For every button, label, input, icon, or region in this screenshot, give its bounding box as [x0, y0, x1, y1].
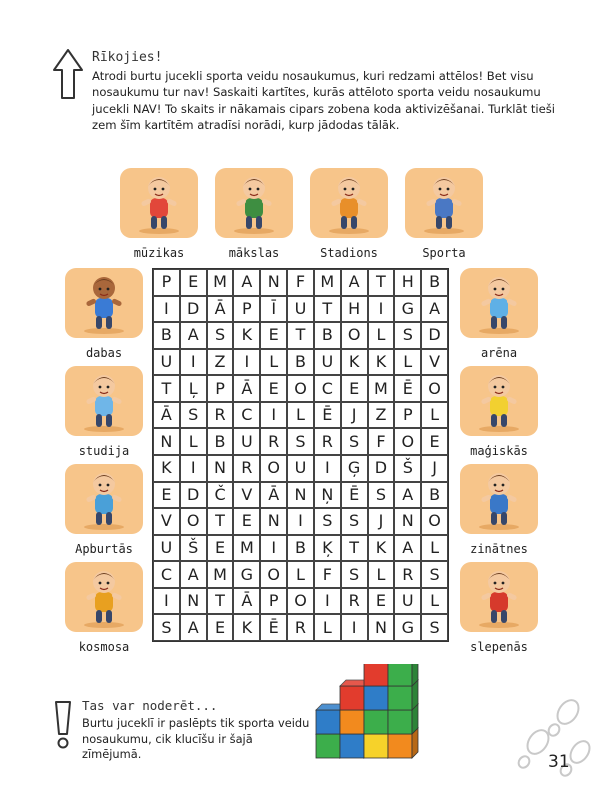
grid-cell: J — [341, 402, 368, 429]
grid-cell: U — [287, 296, 314, 323]
card-snowboarder — [215, 168, 293, 238]
grid-cell: E — [207, 535, 234, 562]
grid-cell: F — [368, 428, 395, 455]
grid-cell: D — [180, 482, 207, 509]
grid-cell: Ā — [233, 375, 260, 402]
grid-cell: R — [394, 561, 421, 588]
grid-cell: A — [394, 535, 421, 562]
grid-cell: E — [368, 588, 395, 615]
grid-cell: P — [153, 269, 180, 296]
card-tennis-player — [65, 562, 143, 632]
grid-cell: N — [180, 588, 207, 615]
card-skier — [120, 168, 198, 238]
tip-title: Tas var noderēt... — [82, 698, 218, 713]
card-label: maģiskās — [470, 444, 528, 458]
grid-cell: E — [233, 508, 260, 535]
grid-cell: N — [368, 614, 395, 641]
grid-cell: Š — [180, 535, 207, 562]
curling-player-icon — [310, 168, 388, 238]
grid-cell: E — [153, 482, 180, 509]
grid-cell: I — [233, 349, 260, 376]
grid-cell: L — [421, 535, 448, 562]
grid-cell: K — [153, 455, 180, 482]
grid-cell: B — [287, 535, 314, 562]
grid-cell: K — [233, 322, 260, 349]
grid-cell: S — [341, 508, 368, 535]
arrow-up-icon — [52, 48, 84, 100]
grid-cell: S — [341, 428, 368, 455]
grid-cell: I — [368, 296, 395, 323]
card-football-player — [460, 464, 538, 534]
grid-cell: R — [314, 428, 341, 455]
grid-cell: Š — [394, 455, 421, 482]
grid-cell: P — [233, 296, 260, 323]
grid-cell: K — [368, 349, 395, 376]
card-label: kosmosa — [78, 640, 130, 654]
card-label: mūzikas — [133, 246, 185, 260]
grid-cell: N — [260, 508, 287, 535]
grid-cell: N — [394, 508, 421, 535]
grid-cell: V — [421, 349, 448, 376]
card-rugby-player — [460, 366, 538, 436]
grid-cell: P — [394, 402, 421, 429]
grid-cell: A — [394, 482, 421, 509]
card-label: studija — [78, 444, 130, 458]
grid-cell: U — [314, 349, 341, 376]
grid-cell: U — [394, 588, 421, 615]
grid-cell: H — [394, 269, 421, 296]
field-hockey-player-icon — [65, 366, 143, 436]
grid-cell: U — [233, 428, 260, 455]
grid-cell: A — [233, 269, 260, 296]
grid-cell: D — [368, 455, 395, 482]
grid-cell: D — [421, 322, 448, 349]
grid-cell: I — [314, 588, 341, 615]
ice-hockey-player-icon — [460, 562, 538, 632]
grid-cell: R — [260, 428, 287, 455]
cube — [388, 664, 418, 686]
grid-cell: M — [233, 535, 260, 562]
grid-cell: A — [180, 322, 207, 349]
grid-cell: I — [180, 349, 207, 376]
grid-cell: Ā — [207, 296, 234, 323]
card-field-hockey-player — [65, 366, 143, 436]
grid-cell: C — [153, 561, 180, 588]
grid-cell: Č — [207, 482, 234, 509]
grid-cell: Z — [207, 349, 234, 376]
grid-cell: L — [421, 402, 448, 429]
grid-cell: A — [421, 296, 448, 323]
grid-cell: B — [287, 349, 314, 376]
grid-cell: S — [207, 322, 234, 349]
grid-cell: S — [394, 322, 421, 349]
grid-cell: I — [260, 535, 287, 562]
stacked-cubes-icon — [312, 664, 420, 764]
grid-cell: J — [368, 508, 395, 535]
grid-cell: L — [180, 428, 207, 455]
grid-cell: S — [180, 402, 207, 429]
grid-cell: L — [394, 349, 421, 376]
grid-cell: O — [260, 561, 287, 588]
grid-cell: A — [180, 561, 207, 588]
grid-cell: E — [421, 428, 448, 455]
grid-cell: O — [287, 588, 314, 615]
grid-cell: B — [314, 322, 341, 349]
card-curling-player — [310, 168, 388, 238]
grid-cell: R — [341, 588, 368, 615]
grid-cell: I — [153, 296, 180, 323]
grid-cell: O — [260, 455, 287, 482]
grid-cell: F — [314, 561, 341, 588]
card-label: dabas — [85, 346, 123, 360]
figure-skater-icon — [460, 268, 538, 338]
grid-cell: K — [233, 614, 260, 641]
grid-cell: I — [314, 455, 341, 482]
grid-cell: Ā — [233, 588, 260, 615]
grid-cell: P — [207, 375, 234, 402]
grid-cell: L — [287, 402, 314, 429]
grid-cell: K — [368, 535, 395, 562]
grid-cell: S — [314, 508, 341, 535]
golfer-icon — [65, 464, 143, 534]
card-label: arēna — [480, 346, 518, 360]
card-figure-skater — [460, 268, 538, 338]
grid-cell: S — [287, 428, 314, 455]
grid-cell: V — [153, 508, 180, 535]
card-label: slepenās — [470, 640, 528, 654]
grid-cell: Ē — [260, 614, 287, 641]
grid-cell: K — [341, 349, 368, 376]
grid-cell: L — [368, 561, 395, 588]
card-volleyball-player — [405, 168, 483, 238]
grid-cell: M — [368, 375, 395, 402]
task-title: Rīkojies! — [92, 50, 163, 65]
volleyball-player-icon — [405, 168, 483, 238]
grid-cell: E — [341, 375, 368, 402]
grid-cell: I — [180, 455, 207, 482]
grid-cell: Ā — [153, 402, 180, 429]
card-basketball-player — [65, 268, 143, 338]
grid-cell: N — [153, 428, 180, 455]
grid-cell: E — [207, 614, 234, 641]
grid-cell: T — [207, 508, 234, 535]
grid-cell: I — [153, 588, 180, 615]
grid-cell: S — [341, 561, 368, 588]
grid-cell: Ļ — [180, 375, 207, 402]
grid-cell: I — [260, 402, 287, 429]
grid-cell: Ķ — [314, 535, 341, 562]
grid-cell: N — [260, 269, 287, 296]
grid-cell: J — [421, 455, 448, 482]
card-golfer — [65, 464, 143, 534]
grid-cell: T — [368, 269, 395, 296]
grid-cell: L — [260, 349, 287, 376]
grid-cell: G — [394, 296, 421, 323]
grid-cell: S — [421, 561, 448, 588]
grid-cell: L — [368, 322, 395, 349]
grid-cell: T — [314, 296, 341, 323]
grid-cell: B — [153, 322, 180, 349]
grid-cell: I — [287, 508, 314, 535]
grid-cell: R — [233, 455, 260, 482]
grid-cell: A — [341, 269, 368, 296]
grid-cell: Ņ — [314, 482, 341, 509]
card-label: Stadions — [320, 246, 378, 260]
grid-cell: G — [233, 561, 260, 588]
grid-cell: C — [314, 375, 341, 402]
grid-cell: V — [233, 482, 260, 509]
grid-cell: U — [153, 535, 180, 562]
exclamation-icon — [52, 700, 74, 750]
grid-cell: P — [260, 588, 287, 615]
grid-cell: E — [180, 269, 207, 296]
grid-cell: S — [153, 614, 180, 641]
grid-cell: N — [207, 455, 234, 482]
footprints-icon — [506, 690, 596, 795]
skier-icon — [120, 168, 198, 238]
grid-cell: Ē — [341, 482, 368, 509]
grid-cell: B — [421, 482, 448, 509]
word-search-grid — [152, 268, 449, 642]
grid-cell: R — [287, 614, 314, 641]
grid-cell: M — [207, 269, 234, 296]
grid-cell: O — [421, 508, 448, 535]
card-ice-hockey-player — [460, 562, 538, 632]
grid-cell: T — [341, 535, 368, 562]
grid-cell: S — [368, 482, 395, 509]
grid-cell: Ī — [260, 296, 287, 323]
grid-cell: Ē — [394, 375, 421, 402]
grid-cell: O — [394, 428, 421, 455]
grid-cell: E — [260, 322, 287, 349]
grid-cell: U — [287, 455, 314, 482]
grid-cell: A — [180, 614, 207, 641]
grid-cell: I — [341, 614, 368, 641]
rugby-player-icon — [460, 366, 538, 436]
grid-cell: T — [287, 322, 314, 349]
grid-cell: L — [287, 561, 314, 588]
grid-cell: T — [153, 375, 180, 402]
grid-cell: D — [180, 296, 207, 323]
grid-cell: R — [207, 402, 234, 429]
grid-cell: B — [207, 428, 234, 455]
grid-cell: T — [207, 588, 234, 615]
card-label: Sporta — [422, 246, 466, 260]
card-label: mākslas — [228, 246, 280, 260]
basketball-player-icon — [65, 268, 143, 338]
tip-text: Burtu juceklī ir paslēpts tik sporta veidu nosaukumu, cik klucīšu ir šajā zīmējumā. — [82, 716, 310, 761]
grid-cell: H — [341, 296, 368, 323]
grid-cell: S — [421, 614, 448, 641]
grid-cell: U — [153, 349, 180, 376]
grid-cell: O — [180, 508, 207, 535]
grid-cell: O — [287, 375, 314, 402]
grid-cell: Ē — [314, 402, 341, 429]
grid-cell: G — [394, 614, 421, 641]
grid-cell: Ģ — [341, 455, 368, 482]
grid-cell: C — [233, 402, 260, 429]
snowboarder-icon — [215, 168, 293, 238]
grid-cell: E — [260, 375, 287, 402]
card-label: Apburtās — [75, 542, 133, 556]
grid-cell: L — [314, 614, 341, 641]
grid-cell: Ā — [260, 482, 287, 509]
grid-cell: N — [287, 482, 314, 509]
grid-cell: L — [421, 588, 448, 615]
card-label: zinātnes — [470, 542, 528, 556]
grid-cell: M — [314, 269, 341, 296]
grid-cell: Z — [368, 402, 395, 429]
grid-cell: O — [421, 375, 448, 402]
tennis-player-icon — [65, 562, 143, 632]
football-player-icon — [460, 464, 538, 534]
grid-cell: F — [287, 269, 314, 296]
task-instructions: Atrodi burtu jucekli sporta veidu nosaukumus, kuri redzami attēlos! Bet visu nosaukumu tur nav! Saskaiti kartītes, kurās attēloto sporta veidu nosaukumu jucekli NAV! To skaits ir nākamais cipars zobena koda aktivizēšanai. Turklāt tieši zem šīm kartītēm atradīsi norādi, kurp jādodas tālāk. — [92, 69, 556, 133]
grid-cell: M — [207, 561, 234, 588]
grid-cell: B — [421, 269, 448, 296]
page-number: 31 — [548, 752, 570, 772]
grid-cell: O — [341, 322, 368, 349]
